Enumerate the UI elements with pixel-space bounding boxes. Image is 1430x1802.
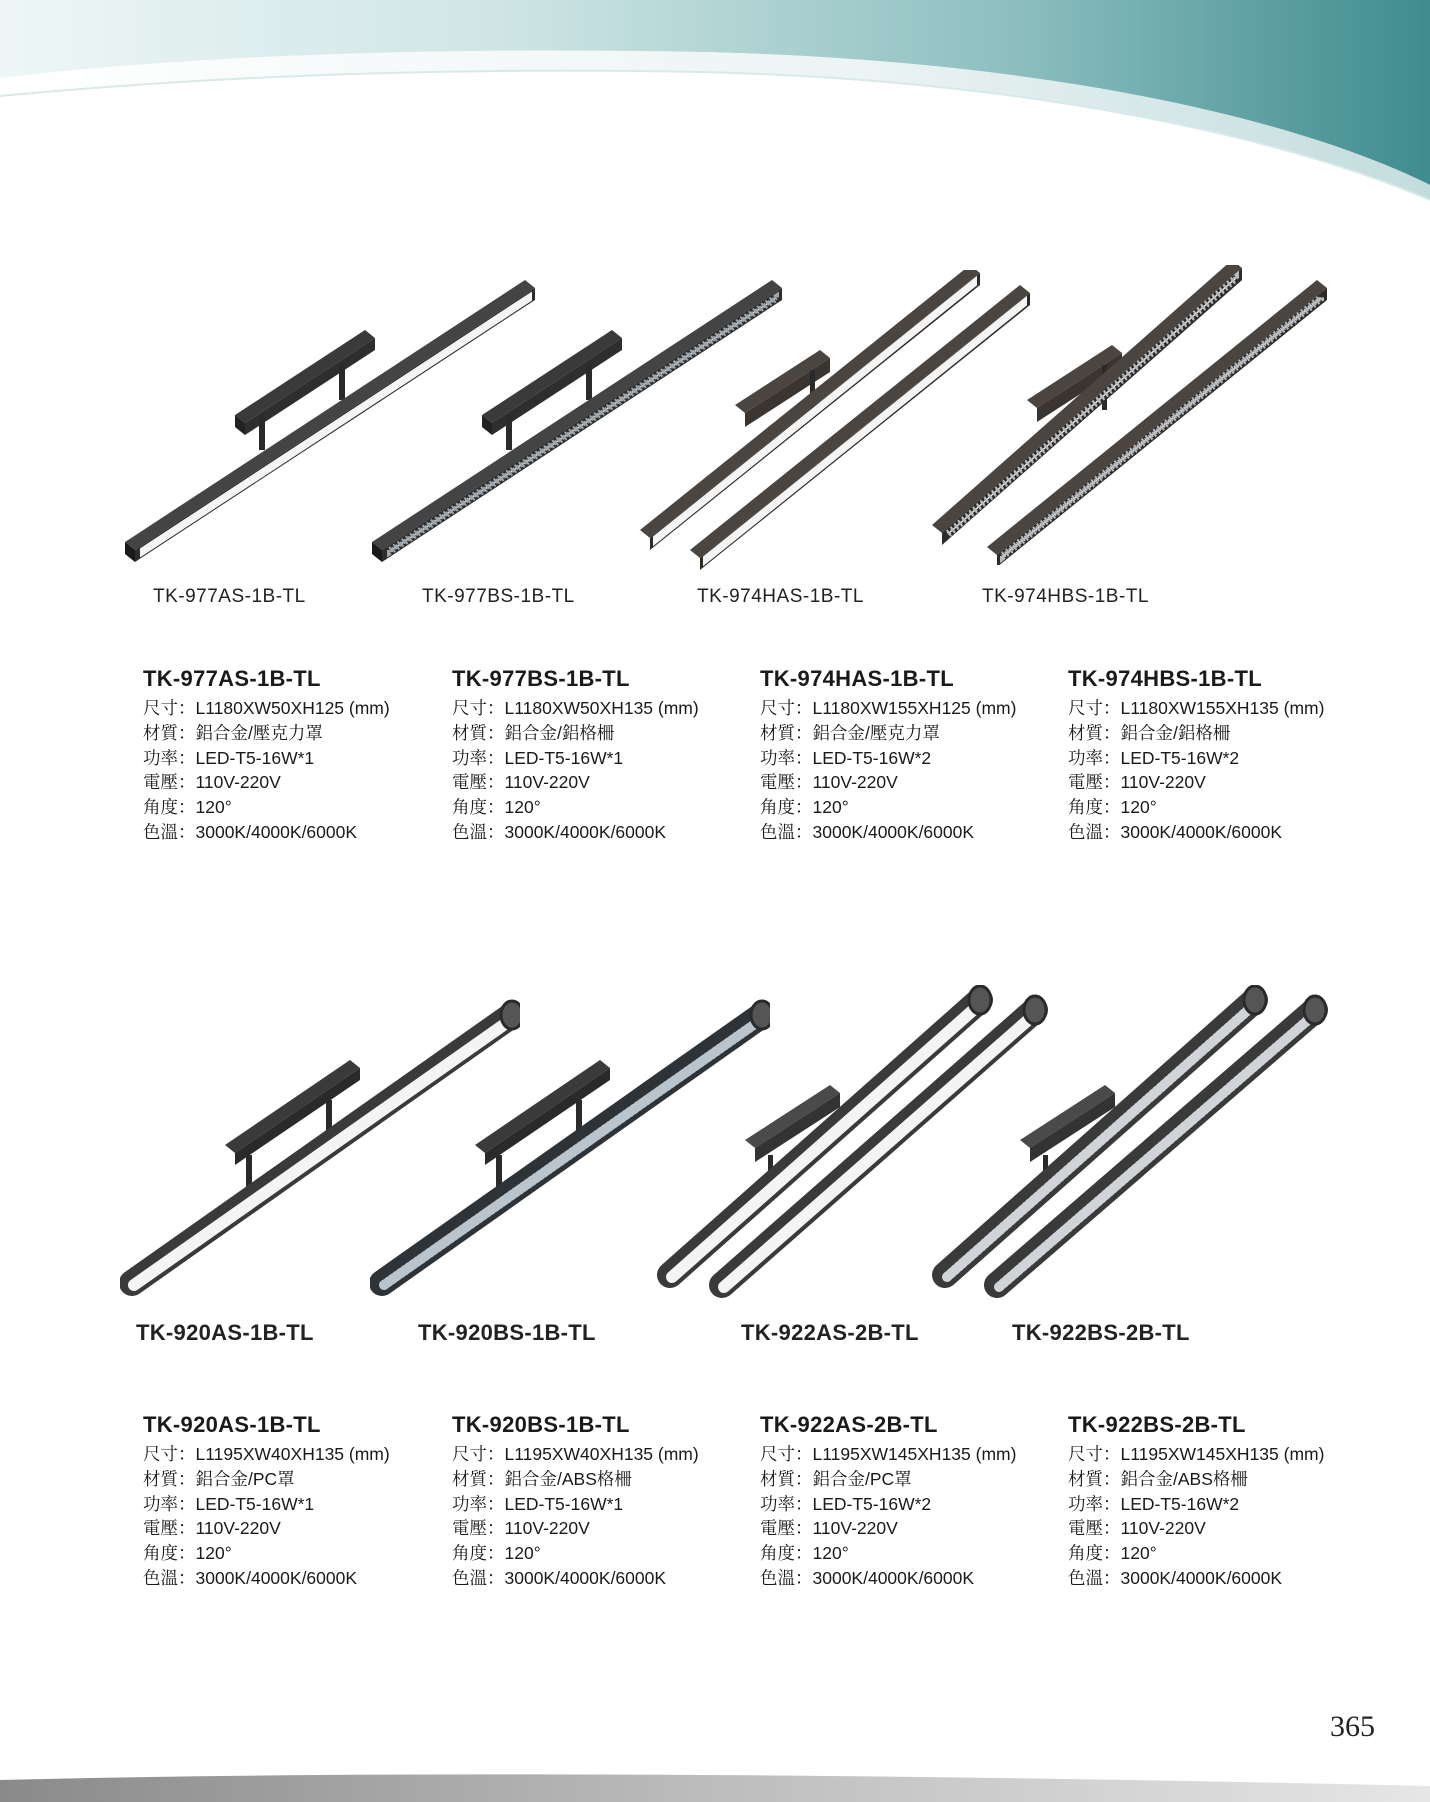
product-model: TK-977BS-1B-TL — [452, 666, 630, 691]
spec-label: 電壓： — [452, 772, 505, 793]
spec-label: 材質： — [452, 1468, 505, 1489]
spec-value: 120° — [195, 797, 232, 818]
spec-label: 電壓： — [143, 772, 196, 793]
spec-label: 色溫： — [452, 1567, 505, 1588]
spec-value: 110V-220V — [1120, 772, 1206, 793]
spec-material — [143, 721, 433, 746]
product-image-tk-922bs — [925, 985, 1335, 1305]
product-model: TK-920BS-1B-TL — [452, 1412, 630, 1437]
spec-angle — [452, 1541, 742, 1566]
product-model: TK-974HBS-1B-TL — [1068, 666, 1262, 691]
spec-label: 電壓： — [143, 1518, 196, 1539]
spec-value: L1195XW40XH135 (mm) — [504, 1444, 699, 1464]
spec-value: L1180XW155XH125 (mm) — [812, 698, 1017, 718]
product-model: TK-920AS-1B-TL — [143, 1412, 321, 1437]
spec-label: 材質： — [452, 722, 505, 743]
product-model: TK-922AS-2B-TL — [760, 1412, 938, 1437]
spec-label: 電壓： — [1068, 1518, 1121, 1539]
spec-value: LED-T5-16W*1 — [195, 747, 315, 768]
spec-power — [760, 746, 1050, 771]
spec-value: LED-T5-16W*2 — [1120, 747, 1240, 768]
spec-value: L1180XW155XH135 (mm) — [1120, 698, 1325, 718]
spec-value: 鋁合金/ABS格柵 — [1120, 1468, 1248, 1489]
spec-label: 材質： — [143, 1468, 196, 1489]
spec-size — [452, 696, 742, 721]
spec-label: 電壓： — [1068, 772, 1121, 793]
spec-voltage — [1068, 1516, 1358, 1541]
spec-voltage — [760, 770, 1050, 795]
spec-angle — [452, 795, 742, 820]
spec-label: 角度： — [452, 1543, 505, 1564]
spec-value: 110V-220V — [504, 1518, 590, 1539]
spec-value: LED-T5-16W*1 — [195, 1493, 315, 1514]
spec-label: 功率： — [760, 1493, 813, 1514]
spec-value: 3000K/4000K/6000K — [812, 821, 975, 842]
product-spec-block — [1068, 666, 1358, 845]
spec-voltage — [452, 1516, 742, 1541]
spec-material — [760, 1467, 1050, 1492]
spec-value: L1180XW50XH125 (mm) — [195, 698, 390, 718]
spec-label: 材質： — [1068, 1468, 1121, 1489]
spec-angle — [143, 1541, 433, 1566]
image-caption: TK-920BS-1B-TL — [418, 1320, 596, 1345]
spec-size — [1068, 696, 1358, 721]
spec-value: 110V-220V — [812, 1518, 898, 1539]
spec-label: 功率： — [452, 1493, 505, 1514]
image-caption: TK-974HBS-1B-TL — [982, 586, 1149, 607]
spec-value: 3000K/4000K/6000K — [1120, 1567, 1283, 1588]
spec-label: 尺寸： — [143, 698, 196, 718]
spec-color-temp — [452, 1566, 742, 1591]
spec-value: 110V-220V — [195, 1518, 281, 1539]
image-caption: TK-922BS-2B-TL — [1012, 1320, 1190, 1345]
image-caption: TK-920AS-1B-TL — [136, 1320, 314, 1345]
spec-color-temp — [760, 820, 1050, 845]
spec-label: 電壓： — [760, 1518, 813, 1539]
spec-label: 功率： — [143, 1493, 196, 1514]
spec-size — [760, 1442, 1050, 1467]
image-caption: TK-974HAS-1B-TL — [697, 586, 864, 607]
spec-label: 角度： — [760, 797, 813, 818]
spec-value: 120° — [504, 1543, 541, 1564]
spec-value: 3000K/4000K/6000K — [195, 1567, 358, 1588]
product-spec-block — [452, 1412, 742, 1591]
spec-value: 120° — [504, 797, 541, 818]
header-banner — [0, 0, 1430, 220]
spec-value: 鋁合金/壓克力罩 — [195, 722, 323, 743]
product-spec-block — [760, 1412, 1050, 1591]
spec-label: 色溫： — [760, 821, 813, 842]
spec-label: 功率： — [452, 747, 505, 768]
product-spec-block — [452, 666, 742, 845]
spec-material — [1068, 721, 1358, 746]
spec-label: 色溫： — [452, 821, 505, 842]
spec-value: 3000K/4000K/6000K — [504, 821, 667, 842]
spec-value: 鋁合金/鋁格柵 — [1120, 722, 1231, 743]
product-spec-block — [143, 1412, 433, 1591]
footer-bar — [0, 1768, 1430, 1802]
spec-value: LED-T5-16W*2 — [812, 1493, 932, 1514]
spec-label: 材質： — [143, 722, 196, 743]
spec-value: 110V-220V — [1120, 1518, 1206, 1539]
spec-label: 色溫： — [143, 1567, 196, 1588]
spec-value: 3000K/4000K/6000K — [195, 821, 358, 842]
spec-label: 角度： — [143, 1543, 196, 1564]
spec-value: L1180XW50XH135 (mm) — [504, 698, 699, 718]
spec-value: 120° — [1120, 1543, 1157, 1564]
spec-label: 功率： — [1068, 747, 1121, 768]
spec-label: 角度： — [452, 797, 505, 818]
spec-color-temp — [760, 1566, 1050, 1591]
spec-value: 120° — [195, 1543, 232, 1564]
spec-value: LED-T5-16W*2 — [812, 747, 932, 768]
spec-size — [143, 1442, 433, 1467]
spec-size — [452, 1442, 742, 1467]
spec-power — [143, 746, 433, 771]
spec-label: 角度： — [1068, 1543, 1121, 1564]
product-spec-block — [1068, 1412, 1358, 1591]
product-model: TK-922BS-2B-TL — [1068, 1412, 1246, 1437]
spec-label: 角度： — [760, 1543, 813, 1564]
spec-voltage — [452, 770, 742, 795]
spec-voltage — [760, 1516, 1050, 1541]
spec-value: LED-T5-16W*1 — [504, 747, 624, 768]
spec-value: 鋁合金/PC罩 — [195, 1468, 295, 1489]
spec-label: 尺寸： — [1068, 1444, 1121, 1464]
spec-label: 尺寸： — [452, 1444, 505, 1464]
spec-value: 120° — [812, 1543, 849, 1564]
spec-angle — [760, 795, 1050, 820]
spec-label: 電壓： — [452, 1518, 505, 1539]
spec-color-temp — [1068, 820, 1358, 845]
spec-color-temp — [1068, 1566, 1358, 1591]
spec-power — [1068, 1492, 1358, 1517]
spec-value: 120° — [812, 797, 849, 818]
spec-power — [1068, 746, 1358, 771]
spec-value: L1195XW145XH135 (mm) — [1120, 1444, 1325, 1464]
spec-value: 3000K/4000K/6000K — [504, 1567, 667, 1588]
spec-label: 材質： — [760, 1468, 813, 1489]
spec-angle — [1068, 1541, 1358, 1566]
spec-label: 色溫： — [143, 821, 196, 842]
spec-power — [760, 1492, 1050, 1517]
spec-angle — [1068, 795, 1358, 820]
product-image-tk-974hbs — [932, 265, 1352, 565]
spec-material — [1068, 1467, 1358, 1492]
spec-label: 尺寸： — [452, 698, 505, 718]
spec-label: 功率： — [1068, 1493, 1121, 1514]
spec-label: 功率： — [760, 747, 813, 768]
image-caption: TK-977BS-1B-TL — [422, 586, 575, 607]
spec-label: 尺寸： — [143, 1444, 196, 1464]
spec-value: 120° — [1120, 797, 1157, 818]
spec-label: 尺寸： — [760, 1444, 813, 1464]
spec-value: 110V-220V — [812, 772, 898, 793]
spec-size — [1068, 1442, 1358, 1467]
spec-voltage — [143, 770, 433, 795]
product-model: TK-974HAS-1B-TL — [760, 666, 954, 691]
spec-label: 角度： — [1068, 797, 1121, 818]
spec-value: 鋁合金/PC罩 — [812, 1468, 912, 1489]
spec-label: 功率： — [143, 747, 196, 768]
spec-voltage — [1068, 770, 1358, 795]
spec-label: 角度： — [143, 797, 196, 818]
spec-size — [143, 696, 433, 721]
image-caption: TK-977AS-1B-TL — [153, 586, 306, 607]
image-caption: TK-922AS-2B-TL — [741, 1320, 919, 1345]
spec-value: 鋁合金/鋁格柵 — [504, 722, 615, 743]
spec-material — [452, 1467, 742, 1492]
spec-label: 材質： — [1068, 722, 1121, 743]
spec-size — [760, 696, 1050, 721]
spec-label: 色溫： — [1068, 1567, 1121, 1588]
spec-color-temp — [143, 1566, 433, 1591]
spec-label: 尺寸： — [760, 698, 813, 718]
spec-color-temp — [452, 820, 742, 845]
spec-power — [452, 1492, 742, 1517]
spec-value: L1195XW145XH135 (mm) — [812, 1444, 1017, 1464]
spec-material — [760, 721, 1050, 746]
product-model: TK-977AS-1B-TL — [143, 666, 321, 691]
spec-voltage — [143, 1516, 433, 1541]
spec-value: 3000K/4000K/6000K — [812, 1567, 975, 1588]
spec-value: 110V-220V — [504, 772, 590, 793]
spec-label: 材質： — [760, 722, 813, 743]
spec-label: 電壓： — [760, 772, 813, 793]
spec-material — [143, 1467, 433, 1492]
spec-angle — [143, 795, 433, 820]
spec-material — [452, 721, 742, 746]
spec-power — [143, 1492, 433, 1517]
spec-power — [452, 746, 742, 771]
spec-label: 尺寸： — [1068, 698, 1121, 718]
spec-value: LED-T5-16W*2 — [1120, 1493, 1240, 1514]
spec-label: 色溫： — [760, 1567, 813, 1588]
spec-value: 鋁合金/ABS格柵 — [504, 1468, 632, 1489]
spec-value: 3000K/4000K/6000K — [1120, 821, 1283, 842]
page-number: 365 — [1330, 1710, 1375, 1743]
product-spec-block — [760, 666, 1050, 845]
spec-label: 色溫： — [1068, 821, 1121, 842]
product-spec-block — [143, 666, 433, 845]
spec-color-temp — [143, 820, 433, 845]
spec-value: 110V-220V — [195, 772, 281, 793]
spec-value: L1195XW40XH135 (mm) — [195, 1444, 390, 1464]
spec-value: LED-T5-16W*1 — [504, 1493, 624, 1514]
spec-value: 鋁合金/壓克力罩 — [812, 722, 940, 743]
spec-angle — [760, 1541, 1050, 1566]
